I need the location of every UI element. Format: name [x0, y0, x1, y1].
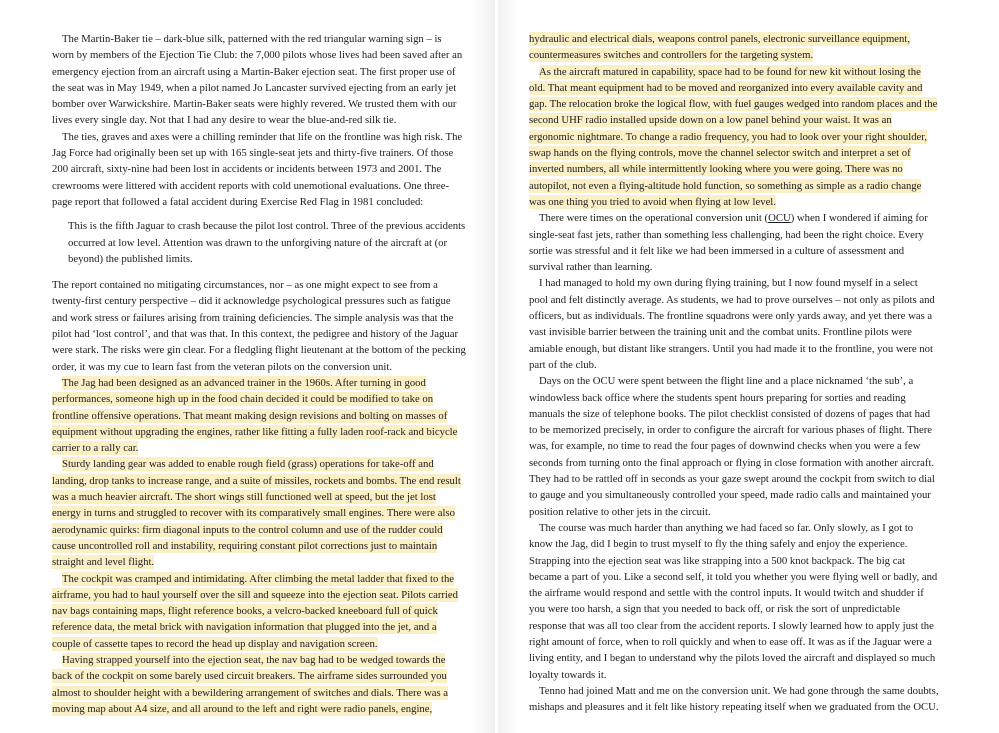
paragraph: The ties, graves and axes were a chilling reminder that life on the frontline was high risk. The Jag Force had originally been set up with 165 single-seat jets and thirty-five trainers. Of those 200 aircraft, sixty-nine had been lost in accidents or incidents between 1973 and 2001. The crewrooms were littered with accident reports with cold unemotional evaluations. One three-page report that followed a fatal accident during Exercise Red Flag in 1981 concluded: [52, 130, 463, 208]
gutter-shadow [470, 0, 498, 733]
highlighted-paragraph [52, 652, 466, 717]
block-quote: This is the fifth Jaguar to crash because the pilot lost control. Three of the previous accidents occurred at low level. Attention was drawn to the unforgiving nature of the aircraft at (or beyond) the published limits. [68, 220, 466, 265]
left-page [0, 0, 495, 733]
highlighted-paragraph [52, 375, 466, 456]
highlight: As the aircraft matured in capability, space had to be found for new kit without losing the old. That meant equipment had to be moved and reorganized into every available cavity and gap. The relocation broke the logical flow, with fuel gauges wedged into random places and the second UHF radio installed upside down on a low panel behind your waist. It was an ergonomic nightmare. To change a radio frequency, you had to look over your right shoulder, swap hands on the flying controls, move the channel selector switch and interpret a set of inverted numbers, all while intermittently looking where you were going. There was no autopilot, not even a flying-altitude hold function, so something as simple as a radio change was one thing you tried to avoid when flying at low level. [529, 65, 938, 208]
highlight: The Jag had been designed as an advanced trainer in the 1960s. After turning in good performances, someone high up in the food chain decided it could be modified to take on frontline offensive operations. That meant making design revisions and bolting on masses of equipment without upgrading the engines, rather like fitting a fully laden roof-rack and bicycle carrier to a rally car. [52, 376, 458, 455]
ocu-text-before: There were times on the operational conversion unit ( [539, 212, 769, 225]
paragraph: Days on the OCU were spent between the flight line and a place nicknamed ‘the sub’, a windowless back office where the students spent hours preparing for sorties and reading manuals the size of telephone books. The pilot checklist consisted of dozens of pages that had to be memorized precisely, in order to configure the aircraft for various phases of flight. There was, for example, no time to read the four pages of downwind checks when you were a few seconds from turning onto the final approach or flying in close formation with another aircraft. They had to be rattled off in seconds as your gaze swept around the cockpit from switch to dial to gauge and you simultaneously controlled your speed, made radio calls and maintained your position relative to other jets in the circuit. [529, 375, 935, 518]
highlight: hydraulic and electrical dials, weapons control panels, electronic surveillance equipment, countermeasures switches and controllers for the targeting system. [529, 33, 911, 62]
paragraph [529, 210, 939, 275]
highlight: Sturdy landing gear was added to enable rough field (grass) operations for take-off and landing, drop tanks to increase range, and a suite of missiles, rockets and bombs. The end result was a much heavier aircraft. The short wings still functioned well at speed, but the jet lost energy in turns and struggled to recover with its comparatively small engines. There were also aerodynamic quirks: firm diagonal inputs to the control column and use of the rudder could cause uncontrolled roll and instability, requiring constant pilot corrections just to maintain straight and level flight. [52, 458, 461, 569]
paragraph: The course was much harder than anything we had faced so far. Only slowly, as I got to know the Jag, did I begin to trust myself to fly the thing safely and enjoy the experience. Strapping into the ejection seat was like strapping into a 500 knot backpack. The big cat became a part of you. Like a second self, it told you whether you were flying well or badly, and the airframe would respond and settle with the control inputs. It would twitch and shudder if you were too harsh, a sign that you needed to back off, or risk the sort of unpredictable response that was all too clear from the accident reports. I slowly learned how to apply just the right amount of force, when to roll quickly and when to ease off. It was as if the Jaguar were a living entity, and I began to understand why the pilots loved the aircraft and displayed so much loyalty towards it. [529, 521, 938, 681]
right-page [495, 0, 999, 733]
left-text-column [52, 31, 466, 717]
highlighted-paragraph [529, 31, 939, 64]
highlight: The cockpit was cramped and intimidating. After climbing the metal ladder that fixed to the airframe, you had to haul yourself over the sill and squeeze into the ejection seat. Pilots carried nav bags containing maps, flight reference books, a velcro-backed kneeboard full of quick reference data, the metal brick with navigation information that plugged into the jet, and a couple of cassette tapes to record the head up display and navigation screen. [52, 572, 458, 650]
paragraph: The Martin-Baker tie – dark-blue silk, patterned with the red triangular warning sign – is worn by members of the Ejection Tie Club: the 7,000 pilots whose lives had been saved after an emergency ejection from an aircraft using a Martin-Baker ejection seat. The first proper use of the seat was in May 1949, when a pilot named Jo Lancaster survived ejecting from an early jet bomber over Warwickshire. Martin-Baker seats were highly revered. We trusted them with our lives every single day. Not that I had any desire to wear the blue-and-red silk tie. [52, 33, 463, 127]
paragraph: The report contained no mitigating circumstances, nor – as one might expect to see from a twenty-first century perspective – did it acknowledge psychological pressures such as fatigue and work stress or failures arising from training deficiencies. The simple analysis was that the pilot had ‘lost control’, and that was that. In this context, the pedigree and history of the Jaguar were stark. The risks were gin clear. For a fledgling flight lieutenant at the bottom of the pecking order, it was my cue to learn fast from the veteran pilots on the conversion unit. [52, 279, 466, 373]
ocu-text-after: ) when I wondered if aiming for single-seat fast jets, rather than something less challenging, had been the right choice. Every sortie was stressful and it felt like we had been immersed in a culture of assessment and survival rather than learning. [529, 212, 928, 274]
highlight: Having strapped yourself into the ejection seat, the nav bag had to be wedged towards the back of the cockpit on some barely used circuit breakers. The airframe sides surrounded you almost to shoulder height with a bewildering arrangement of switches and dials. There was a moving map about A4 size, and all around to the left and right were radio panels, engine, [52, 653, 449, 715]
paragraph: I had managed to hold my own during flying training, but I now found myself in a select pool and felt distinctly average. As students, we had to prove ourselves – not only as pilots and officers, but as individuals. The frontline squadrons were only yards away, and yet there was a vast invisible barrier between the training unit and the combat units. Frontline pilots were amiable enough, but distant like strangers. Until you had made it to the frontline, you were not part of the club. [529, 277, 935, 371]
highlighted-paragraph [529, 64, 939, 211]
highlighted-paragraph [52, 456, 466, 570]
highlighted-paragraph [52, 571, 466, 652]
right-text-column [529, 31, 939, 715]
paragraph: Tenno had joined Matt and me on the conversion unit. We had gone through the same doubts, mishaps and pleasures and it felt like history repeating itself when we graduated from the OCU. [529, 684, 939, 714]
gutter-shadow-right [498, 0, 520, 733]
ocu-abbreviation: OCU [768, 212, 791, 225]
